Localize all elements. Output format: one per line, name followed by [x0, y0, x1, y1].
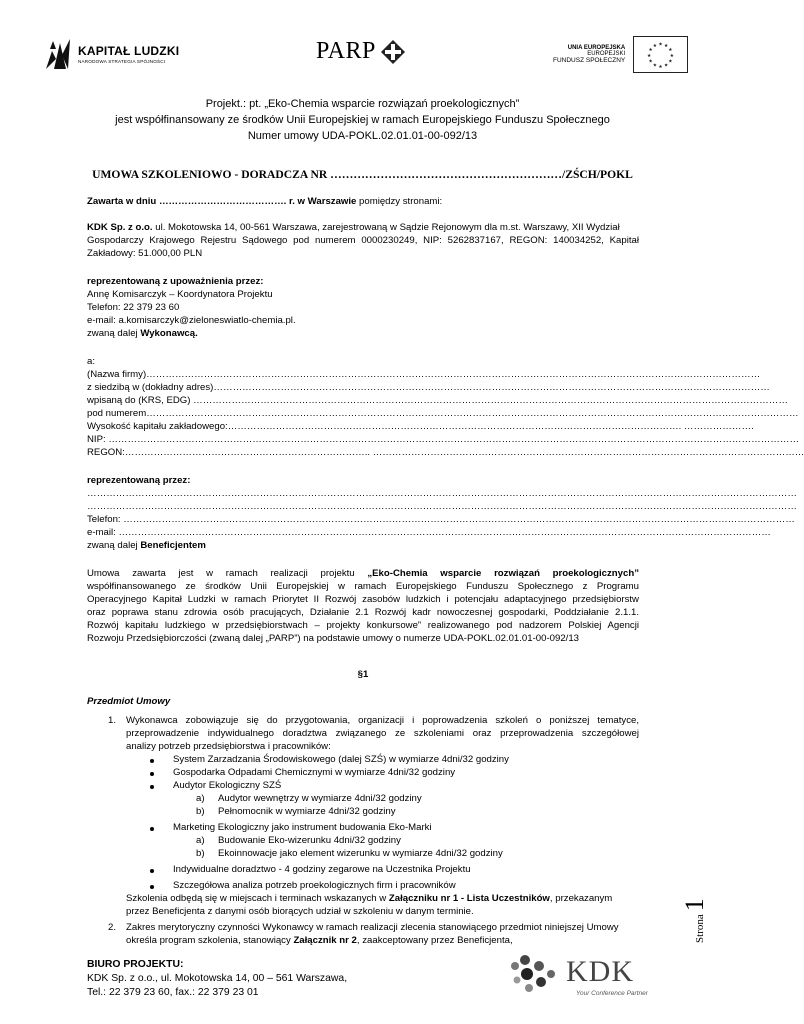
parp-text: PARP [316, 38, 376, 64]
rep1-name: Annę Komisarczyk – Koordynatora Projektu [87, 289, 273, 300]
bullet-dot [150, 759, 154, 763]
item-1-line-1: Wykonawca zobowiązuje się do przygotowania, organizacji i poprowadzenia szkoleń o poniższej tematyce, [126, 715, 639, 726]
para-line-6: Rozwoju Przedsiębiorczości (zwaną dalej „PARP”) na podstawie umowy o numerze UDA-POKL.02.01.01-00-092/13 [87, 633, 579, 644]
svg-text:★: ★ [664, 63, 669, 69]
footer-line-2: KDK Sp. z o.o., ul. Mokotowska 14, 00 – 561 Warszawa, [87, 973, 348, 984]
item-2-line-1: Zakres merytoryczny czynności Wykonawcy w ramach realizacji zlecenia stanowiącego przedmiot niniejszej Umowy [126, 922, 619, 933]
item-2-text-end: , zaakceptowany przez Beneficjenta, [356, 935, 513, 946]
rep2-dots-1: …………………………………………………………………………………………………………………………………………………………………………………………………… [87, 488, 797, 499]
bullet-dot [150, 785, 154, 789]
rep2-zwana-role: Beneficjentem [140, 540, 206, 551]
svg-text:★: ★ [668, 48, 673, 54]
parp-mark-icon [380, 39, 406, 65]
intro-line-1: Projekt.: pt. „Eko-Chemia wsparcie rozwiązań proekologicznych” [205, 98, 520, 110]
item-1-line-2: przeprowadzenie indywidualnego doradztwa związanego ze szkoleniami oraz przeprowadzenia szczegółowej [126, 728, 639, 739]
ue-logo [553, 36, 688, 73]
item-2-line-2 [126, 934, 513, 947]
footer-address [87, 958, 347, 1000]
zawarta-date: Zawarta w dniu …………………………………. r. w Warszawie [87, 196, 357, 207]
rep2-dots-2: …………………………………………………………………………………………………………………………………………………………………………………………………… [87, 501, 797, 512]
rep1-phone: Telefon: 22 379 23 60 [87, 302, 180, 313]
bullet-marketing: Marketing Ekologiczny jako instrument budowania Eko-Marki [173, 822, 432, 833]
kl-subtitle: NARODOWA STRATEGIA SPÓJNOŚCI [78, 59, 166, 64]
bullet-dot [150, 869, 154, 873]
szkolenia-line-1 [126, 892, 612, 905]
rep1-zwana-role: Wykonawcą. [140, 328, 198, 339]
ue-line-1: UNIA EUROPEJSKA [567, 45, 626, 51]
svg-text:★: ★ [664, 44, 669, 50]
sub-a-label: a) [196, 793, 205, 804]
rep1-email: e-mail: a.komisarczyk@zieloneswiatlo-chemia.pl. [87, 315, 296, 326]
svg-text:★: ★ [658, 42, 663, 48]
rep2-zwana-text: zwaną dalej [87, 540, 141, 551]
parp-logo [316, 38, 406, 65]
zawarta-line [87, 195, 639, 208]
svg-text:★: ★ [648, 59, 654, 65]
kdk-logo-text: KDK [566, 955, 634, 988]
svg-text:★: ★ [652, 44, 658, 50]
kdk-company-name: KDK Sp. z o.o. [87, 222, 153, 233]
para-line-5: Rozwój kapitału ludzkiego w przedsiębiorstwach – projekty konkursowe” realizowanego pod nadzorem Polskiej Agencji [87, 620, 639, 631]
field-nip: NIP: ……………………………………………………………………………………………………………………………………………………………………………………………… [87, 434, 800, 445]
kdk-company-line-1 [87, 221, 639, 234]
footer-line-1: BIURO PROJEKTU: [87, 959, 184, 970]
rep1-heading: reprezentowaną z upoważnienia przez: [87, 276, 264, 287]
field-a: a: [87, 356, 96, 367]
kdk-company-line-3: Zakładowy: 51.000,00 PLN [87, 248, 203, 259]
rep1-zwana [87, 327, 639, 340]
para-line-4: oraz poprawa stanu zdrowia osób pracujących, Działanie 2.1 Rozwój kadr nowoczesnej gospodarki, Poddziałanie 2.1.1. [87, 607, 639, 618]
para-line-3: Operacyjnego Kapitał Ludzki w ramach Priorytet II Rozwój zasobów ludzkich i potencjału adaptacyjnego przedsiębiorstw [87, 594, 639, 605]
ue-line-2: EUROPEJSKI [587, 51, 626, 57]
para-project-name: „Eko-Chemia wsparcie rozwiązań proekologicznych” [367, 568, 639, 579]
rep1-zwana-text: zwaną dalej [87, 328, 141, 339]
intro-line-2: jest współfinansowany ze środków Unii Europejskiej w ramach Europejskiego Funduszu Społecznego [115, 114, 610, 126]
para-line-1 [87, 567, 639, 580]
zalacznik-2-ref: Załącznik nr 2 [293, 935, 357, 946]
page-number-marker [680, 885, 709, 945]
item-1-number: 1. [108, 715, 117, 726]
zawarta-rest: pomiędzy stronami: [356, 196, 443, 207]
bullet-dot [150, 772, 154, 776]
svg-text:★: ★ [648, 48, 654, 54]
svg-text:★: ★ [652, 63, 658, 69]
svg-text:★: ★ [668, 59, 673, 65]
szkolenia-line-2: przez Beneficjenta z danymi osób biorących udział w szkoleniu w danym terminie. [126, 906, 474, 917]
field-nazwa-firmy: (Nazwa firmy)………………………………………………………………………………………………………………………………………………………………………… [87, 369, 761, 380]
rep2-email: e-mail: …………………………………………………………………………………………………………………………………………………………………………………… [87, 527, 771, 538]
item-2-text: określa program szkolenia, stanowiący [126, 935, 294, 946]
field-regon: REGON:………………………………………………………………….. ……………………………………………………………………………………………………………………… [87, 447, 804, 458]
para-line-2: współfinansowanego ze środków Unii Europejskiej w ramach Europejskiego Funduszu Społecznego z Programu [87, 581, 639, 592]
eu-flag-icon [633, 36, 688, 73]
document-title: UMOWA SZKOLENIOWO - DORADCZA NR ……………………………………………………/ZŚCH/POKL [92, 168, 633, 181]
rep2-heading: reprezentowaną przez: [87, 475, 191, 486]
przedmiot-umowy-heading: Przedmiot Umowy [87, 696, 171, 707]
bullet-analiza: Szczegółowa analiza potrzeb proekologicznych firm i pracowników [173, 880, 456, 891]
footer-line-3: Tel.: 22 379 23 60, fax.: 22 379 23 01 [87, 987, 259, 998]
sub-b-label: b) [196, 848, 205, 859]
bullet-doradztwo: Indywidualne doradztwo - 4 godziny zegarowe na Uczestnika Projektu [173, 864, 471, 875]
field-kapital: Wysokość kapitału zakładowego:……………………………………………………………………………………………………………………………. …………………. [87, 421, 754, 432]
section-1: §1 [357, 669, 369, 680]
svg-text:★: ★ [658, 65, 663, 71]
svg-text:★: ★ [669, 53, 675, 59]
field-siedziba: z siedzibą w (dokładny adres)………………………………………………………………………………………………………………………………………………………… [87, 382, 770, 393]
sub-ekoinnowacje: Ekoinnowacje jako element wizerunku w wymiarze 4dni/32 godziny [218, 848, 503, 859]
bullet-gospodarka: Gospodarka Odpadami Chemicznymi w wymiarze 4dni/32 godziny [173, 767, 456, 778]
ue-line-3: FUNDUSZ SPOŁECZNY [553, 57, 626, 64]
kapital-ludzki-logo [44, 34, 184, 74]
intro-line-3: Numer umowy UDA-POKL.02.01.01-00-092/13 [247, 130, 478, 142]
page-number: 1 [680, 898, 709, 912]
bullet-audytor: Audytor Ekologiczny SZŚ [173, 780, 282, 791]
item-1-line-3: analizy potrzeb przedsiębiorstwa i pracowników: [126, 741, 331, 752]
svg-text:★: ★ [647, 53, 652, 59]
sub-pelnomocnik: Pełnomocnik w wymiarze 4dni/32 godziny [218, 806, 396, 817]
kl-title: KAPITAŁ LUDZKI [78, 44, 180, 58]
para-line-1-text: Umowa zawarta jest w ramach realizacji projektu [87, 568, 368, 579]
szkolenia-text-end: , przekazanym [549, 893, 613, 904]
kdk-logo-tagline: Your Conference Partner [576, 990, 648, 997]
kdk-company-line-2: Gospodarczy Krajowego Rejestru Sądowego pod numerem 0000230249, NIP: 5262837167, REGON: 140034252, Kapitał [87, 235, 639, 246]
bullet-szs: System Zarzadzania Środowiskowego (dalej SZŚ) w wymiarze 4dni/32 godziny [173, 754, 509, 765]
zalacznik-1-ref: Załączniku nr 1 - Lista Uczestników [388, 893, 550, 904]
page-label: Strona [694, 914, 706, 943]
sub-audytor-wewnetrzny: Audytor wewnętrzy w wymiarze 4dni/32 godziny [218, 793, 422, 804]
bullet-dot [150, 827, 154, 831]
kdk-company-text-1: ul. Mokotowska 14, 00-561 Warszawa, zarejestrowaną w Sądzie Rejonowym dla m.st. Warszawy, XII Wydział [152, 222, 620, 233]
field-krs: wpisaną do (KRS, EDG) …………………………………………………………………………………………………………………………………………………………………… [87, 395, 788, 406]
rep2-zwana [87, 539, 639, 552]
sub-a-label: a) [196, 835, 205, 846]
project-intro [60, 96, 665, 144]
rep2-phone: Telefon: ………………………………………………………………………………………………………………………………………………………………………………………… [87, 514, 795, 525]
szkolenia-text: Szkolenia odbędą się w miejscach i terminach wskazanych w [126, 893, 389, 904]
kapital-ludzki-mark-icon [44, 37, 72, 71]
sub-b-label: b) [196, 806, 205, 817]
item-2-number: 2. [108, 922, 117, 933]
bullet-dot [150, 885, 154, 889]
field-numer: pod numerem…………………………………………………………………………………………………………………………………………………………………………………… [87, 408, 799, 419]
sub-eko-wizerunek: Budowanie Eko-wizerunku 4dni/32 godziny [218, 835, 401, 846]
